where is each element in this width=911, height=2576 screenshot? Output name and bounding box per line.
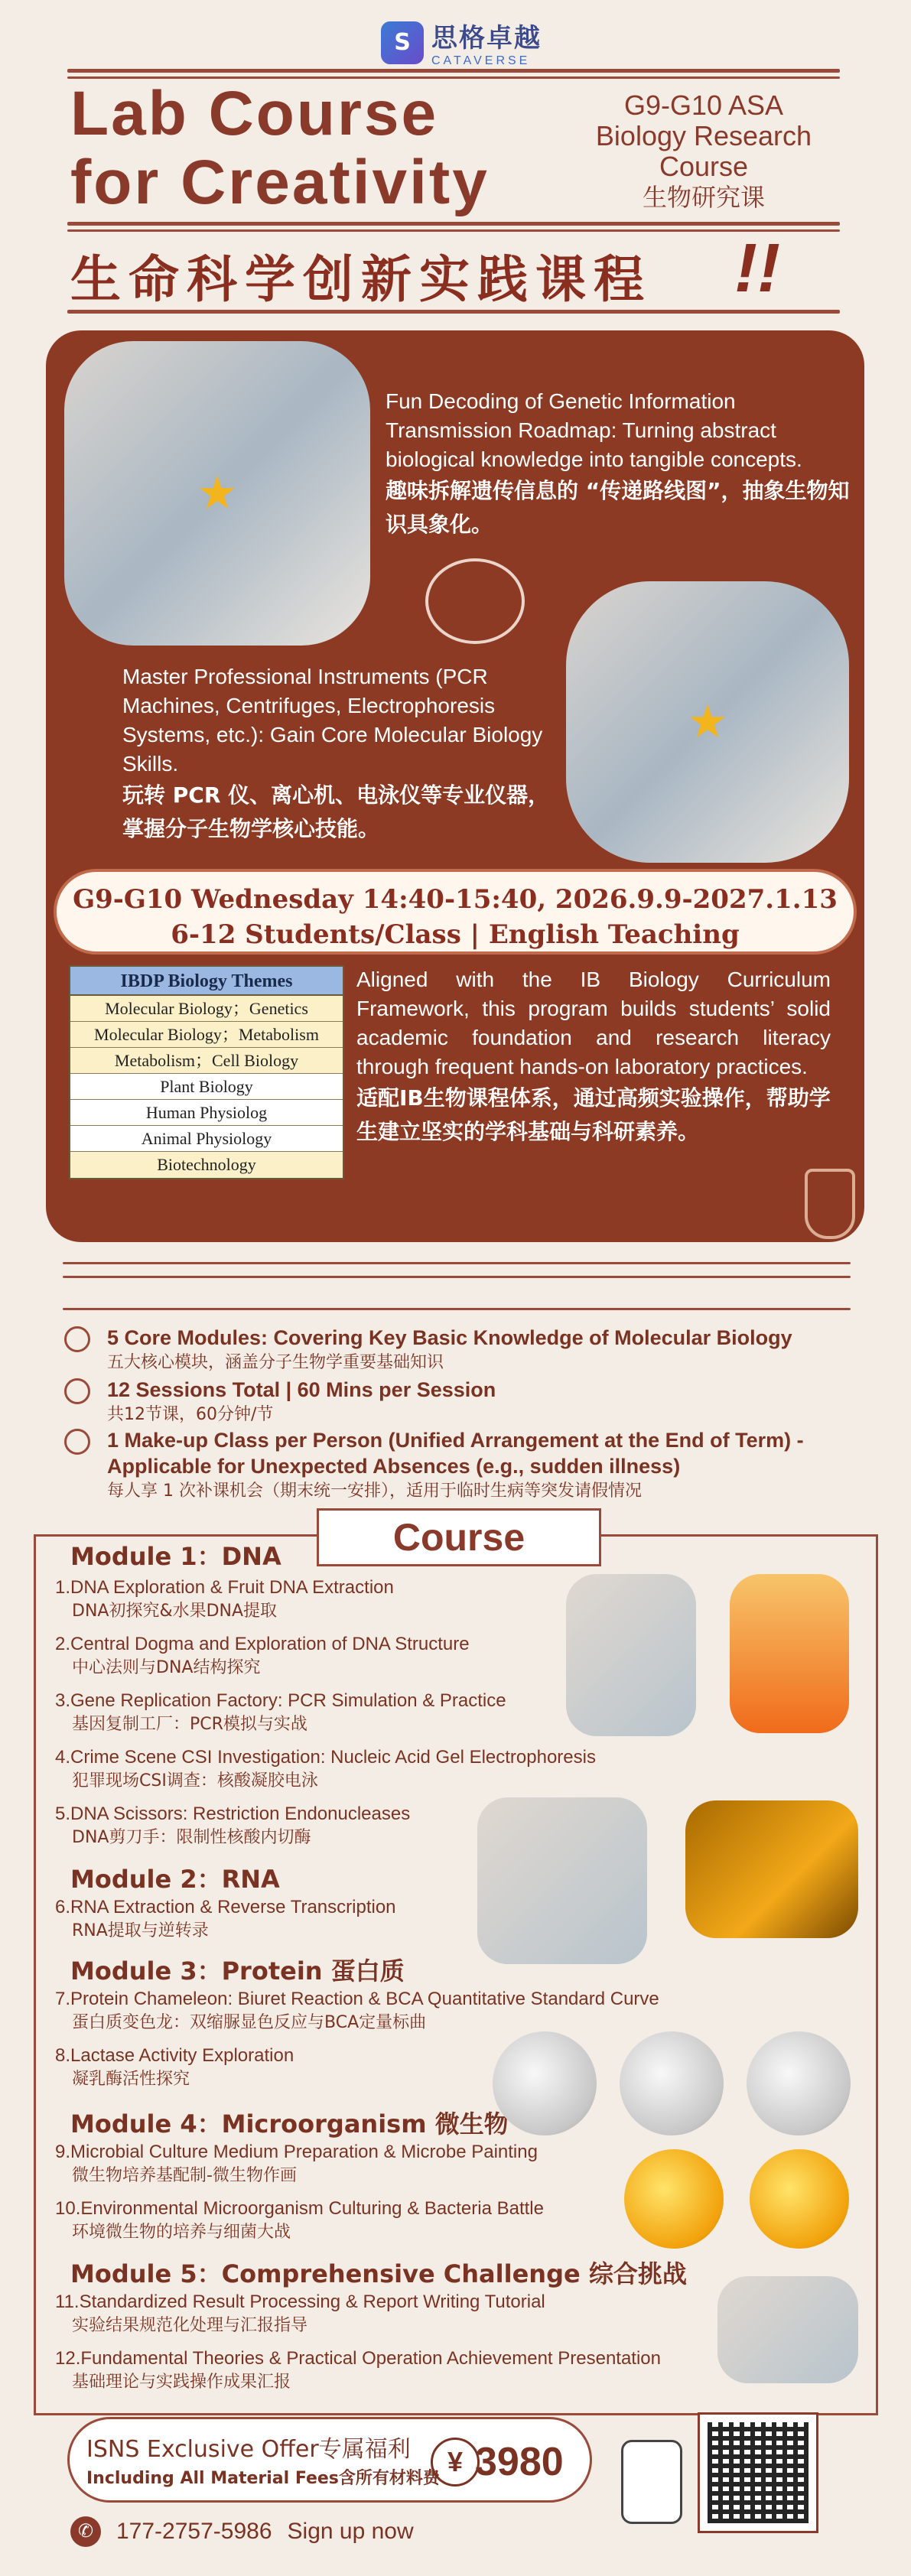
lesson-title-cn: 凝乳酶活性探究	[72, 2070, 190, 2089]
theme-row: Animal Physiology	[70, 1126, 343, 1152]
lesson-title-cn: RNA提取与逆转录	[72, 1921, 209, 1940]
lesson-item	[55, 1802, 410, 1849]
electrophoresis-photo	[477, 1797, 647, 1964]
lesson-item	[55, 2290, 545, 2337]
brand-name-en: CATAVERSE	[431, 54, 531, 67]
subtitle-line: 生物研究课	[642, 183, 765, 212]
lesson-item	[55, 2140, 538, 2187]
module-title: Module 2：RNA	[70, 1865, 280, 1894]
bullet-icon	[64, 1326, 90, 1352]
bullet-icon	[64, 1378, 90, 1404]
lesson-title-cn: DNA初探究&水果DNA提取	[72, 1602, 278, 1621]
lesson-item	[55, 1987, 659, 2034]
microbe-painting-image	[624, 2149, 724, 2249]
lesson-title-cn: 蛋白质变色龙：双缩脲显色反应与BCA定量标曲	[72, 2013, 427, 2032]
petri-dish-image	[747, 2031, 851, 2135]
theme-row: Metabolism；Cell Biology	[70, 1048, 343, 1074]
theme-row: Human Physiolog	[70, 1100, 343, 1126]
feature-block-1	[386, 387, 860, 542]
info-item	[69, 1377, 864, 1427]
lesson-title-cn: 实验结果规范化处理与汇报指导	[72, 2316, 308, 2335]
star-face-icon: ★	[197, 467, 238, 519]
presentation-photo	[717, 2276, 858, 2383]
divider	[63, 1262, 851, 1264]
lesson-title-en: 9.Microbial Culture Medium Preparation & Microbe Painting	[55, 2142, 538, 2162]
lesson-title-en: 8.Lactase Activity Exploration	[55, 2045, 294, 2066]
phone-icon: ✆	[70, 2516, 101, 2547]
gel-photo	[685, 1800, 858, 1938]
lesson-title-en: 4.Crime Scene CSI Investigation: Nucleic Acid Gel Electrophoresis	[55, 1747, 596, 1768]
schedule-time: G9-G10 Wednesday 14:40-15:40, 2026.9.9-2027.1.13	[73, 884, 838, 915]
feature-block-2	[122, 662, 558, 846]
lesson-title-en: 2.Central Dogma and Exploration of DNA Structure	[55, 1634, 470, 1654]
info-text-en: 1 Make-up Class per Person (Unified Arrangement at the End of Term) - Applicable for Unexpected Absences (e.g., sudden illness)	[107, 1429, 804, 1478]
signup-link[interactable]: Sign up now	[287, 2519, 414, 2544]
schedule-class-size: 6-12 Students/Class | English Teaching	[171, 919, 740, 950]
offer-subtitle: Including All Material Fees含所有材料费	[86, 2469, 440, 2488]
module-title: Module 3：Protein 蛋白质	[70, 1956, 405, 1986]
dna-extraction-cup-photo	[730, 1574, 849, 1733]
logo-icon: S	[381, 21, 424, 64]
curriculum-alignment	[356, 965, 831, 1149]
lesson-item	[55, 1745, 596, 1793]
page-title-line2: for Creativity	[70, 148, 490, 217]
info-text-cn: 共12节课，60分钟/节	[107, 1405, 274, 1424]
subtitle-line: Course	[659, 151, 749, 182]
lesson-title-cn: 环境微生物的培养与细菌大战	[72, 2223, 291, 2242]
offer-box	[67, 2417, 592, 2503]
lesson-title-en: 1.DNA Exploration & Fruit DNA Extraction	[55, 1577, 394, 1598]
lesson-title-en: 10.Environmental Microorganism Culturing & Bacteria Battle	[55, 2198, 544, 2219]
lesson-title-en: 12.Fundamental Theories & Practical Operation Achievement Presentation	[55, 2348, 661, 2369]
lesson-item	[55, 1576, 394, 1623]
alignment-text-en: Aligned with the IB Biology Curriculum Framework, this program builds students’ solid academic foundation and research literacy through frequent hands-on laboratory practices.	[356, 968, 831, 1078]
feature-text-cn: 玩转 PCR 仪、离心机、电泳仪等专业仪器，掌握分子生物学核心技能。	[122, 782, 550, 841]
lesson-item	[55, 1689, 506, 1736]
qr-pattern	[708, 2422, 809, 2523]
dna-model-photo	[64, 341, 370, 646]
exclamation-marks: !!	[734, 230, 780, 307]
info-text-cn: 每人享 1 次补课机会（期末统一安排），适用于临时生病等突发请假情况	[107, 1482, 642, 1501]
alignment-text-cn: 适配IB生物课程体系，通过高频实验操作，帮助学生建立坚实的学科基础与科研素养。	[356, 1085, 831, 1144]
brand-logo	[381, 17, 542, 68]
brand-name-cn: 思格卓越	[431, 23, 542, 54]
yen-icon: ¥	[431, 2438, 480, 2487]
course-tab: Course	[317, 1508, 601, 1566]
lesson-title-en: 11.Standardized Result Processing & Report Writing Tutorial	[55, 2291, 545, 2312]
lesson-title-en: 5.DNA Scissors: Restriction Endonucleases	[55, 1804, 411, 1824]
theme-row: Molecular Biology；Metabolism	[70, 1022, 343, 1048]
qr-code[interactable]	[698, 2412, 818, 2533]
lesson-title-cn: 基础理论与实践操作成果汇报	[72, 2373, 291, 2392]
themes-header: IBDP Biology Themes	[70, 967, 343, 996]
ibdp-themes-table	[69, 965, 344, 1179]
petri-dish-image	[493, 2031, 597, 2135]
divider	[67, 229, 840, 232]
theme-row: Plant Biology	[70, 1074, 343, 1100]
subtitle-line: G9-G10 ASA	[623, 89, 784, 121]
module-title: Module 4：Microorganism 微生物	[70, 2109, 509, 2139]
info-text-en: 12 Sessions Total | 60 Mins per Session	[107, 1378, 496, 1401]
theme-row: Biotechnology	[70, 1152, 343, 1178]
lesson-title-cn: DNA剪刀手：限制性核酸内切酶	[72, 1828, 311, 1847]
lesson-item	[55, 1632, 470, 1680]
divider	[67, 222, 840, 226]
star-face-icon: ★	[687, 696, 728, 747]
course-subtitle	[581, 90, 826, 213]
petri-dish-image	[620, 2031, 724, 2135]
feature-text-en: Master Professional Instruments (PCR Machines, Centrifuges, Electrophoresis Systems, etc.): Gain Core Molecular Biology Skills.	[122, 665, 543, 776]
lesson-title-cn: 犯罪现场CSI调查：核酸凝胶电泳	[72, 1771, 318, 1791]
info-item	[69, 1325, 864, 1375]
phone-number[interactable]: 177-2757-5986	[116, 2519, 272, 2544]
page-title-line1: Lab Course	[70, 79, 439, 148]
module-title: Module 1：DNA	[70, 1542, 281, 1571]
offer-price: 3980	[475, 2440, 564, 2484]
phone-scan-icon	[621, 2440, 682, 2524]
divider	[63, 1308, 851, 1310]
lesson-item	[55, 2347, 661, 2394]
info-text-cn: 五大核心模块，涵盖分子生物学重要基础知识	[107, 1353, 444, 1372]
divider	[63, 1276, 851, 1278]
bacteria-icon	[425, 558, 525, 644]
lesson-title-cn: 微生物培养基配制-微生物作画	[72, 2166, 297, 2185]
schedule-pill	[54, 869, 857, 955]
info-text-en: 5 Core Modules: Covering Key Basic Knowledge of Molecular Biology	[107, 1326, 792, 1349]
feature-text-en: Fun Decoding of Genetic Information Transmission Roadmap: Turning abstract biological knowledge into tangible concepts.	[386, 389, 802, 471]
lesson-item	[55, 2197, 544, 2244]
chinese-title: 生命科学创新实践课程	[70, 250, 652, 309]
contact-row	[70, 2516, 414, 2547]
lesson-title-en: 6.RNA Extraction & Reverse Transcription	[55, 1897, 396, 1917]
fruit-dna-photo	[566, 1574, 696, 1736]
info-item	[69, 1427, 864, 1504]
lesson-title-en: 3.Gene Replication Factory: PCR Simulation & Practice	[55, 1690, 506, 1711]
lesson-title-en: 7.Protein Chameleon: Biuret Reaction & BCA Quantitative Standard Curve	[55, 1989, 659, 2009]
divider	[67, 69, 840, 73]
bullet-icon	[64, 1429, 90, 1455]
offer-title: ISNS Exclusive Offer专属福利	[86, 2436, 411, 2463]
lesson-title-cn: 基因复制工厂：PCR模拟与实战	[72, 1715, 307, 1734]
subtitle-line: Biology Research	[595, 120, 812, 151]
feature-text-cn: 趣味拆解遗传信息的 “传递路线图”，抽象生物知识具象化。	[386, 478, 850, 537]
divider	[67, 310, 840, 314]
lesson-title-cn: 中心法则与DNA结构探究	[72, 1658, 261, 1677]
theme-row: Molecular Biology；Genetics	[70, 996, 343, 1022]
microbe-painting-image	[750, 2149, 849, 2249]
microscope-icon	[805, 1169, 855, 1239]
pipette-photo	[566, 581, 849, 863]
lesson-item	[55, 2044, 294, 2091]
module-title: Module 5：Comprehensive Challenge 综合挑战	[70, 2259, 687, 2288]
lesson-item	[55, 1895, 396, 1943]
